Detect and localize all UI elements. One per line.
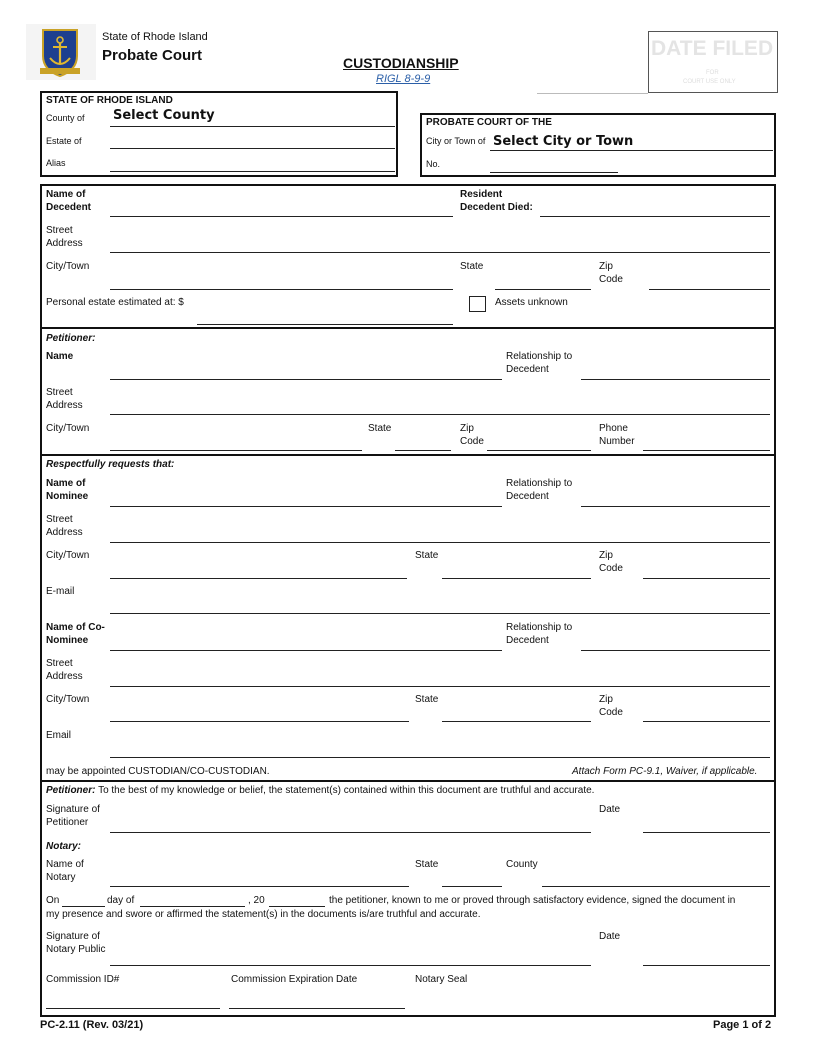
alias-input[interactable] (110, 171, 395, 172)
page-number: Page 1 of 2 (713, 1019, 772, 1031)
notary-name-input[interactable] (110, 886, 409, 887)
nominee-city-label: City/Town (46, 550, 90, 561)
case-no-input[interactable] (490, 172, 618, 173)
estate-estimate-input[interactable] (197, 324, 453, 325)
nominee-city-input[interactable] (110, 578, 407, 579)
assets-unknown-label: Assets unknown (495, 297, 568, 308)
estate-estimate-label: Personal estate estimated at: $ (46, 297, 184, 308)
nominee-email-label: E-mail (46, 586, 75, 597)
petitioner-relationship-label: Relationship to Decedent (506, 351, 573, 375)
conominee-city-input[interactable] (110, 721, 409, 722)
state-seal-logo (26, 24, 96, 80)
attestation-statement: To the best of my knowledge or belief, the statement(s) contained within this document are truthful and accurate. (98, 785, 595, 796)
notary-date-input[interactable] (643, 965, 770, 966)
oath-text-line2: my presence and swore or affirmed the statement(s) in the documents is/are truthful and accurate. (46, 909, 481, 920)
nominee-relationship-label: Relationship to Decedent (506, 478, 573, 502)
case-no-label: No. (426, 159, 441, 169)
conominee-name-label: Name of Co- Nominee (46, 622, 105, 646)
commission-expiration-label: Commission Expiration Date (231, 974, 358, 985)
petitioner-date-label: Date (599, 804, 621, 815)
decedent-zip-label: Zip Code (599, 261, 623, 285)
petitioner-phone-input[interactable] (643, 450, 770, 451)
divider-requests (40, 454, 776, 456)
statute-link[interactable]: RIGL 8-9-9 (376, 73, 431, 85)
oath-text-line1: the petitioner, known to me or proved through satisfactory evidence, signed the document in (329, 895, 736, 906)
notary-heading: Notary: (46, 841, 82, 852)
city-line (490, 150, 773, 151)
decedent-zip-input[interactable] (649, 289, 770, 290)
court-use-note-2: COURT USE ONLY (683, 79, 736, 85)
oath-year-input[interactable] (269, 906, 325, 907)
attach-waiver-note: Attach Form PC-9.1, Waiver, if applicable. (572, 766, 758, 777)
petitioner-name-label: Name (46, 351, 74, 362)
petitioner-street-input[interactable] (110, 414, 770, 415)
form-title: CUSTODIANSHIP (343, 55, 459, 71)
nominee-email-input[interactable] (110, 613, 770, 614)
decedent-street-label: Street Address (46, 225, 83, 249)
conominee-city-label: City/Town (46, 694, 90, 705)
alias-label: Alias (46, 158, 66, 168)
petitioner-name-input[interactable] (110, 379, 502, 380)
notary-county-label: County (506, 859, 538, 870)
divider-petitioner (40, 327, 776, 329)
oath-on-text: On (46, 895, 60, 906)
petitioner-city-input[interactable] (110, 450, 362, 451)
conominee-street-label: Street Address (46, 658, 83, 682)
notary-state-label: State (415, 859, 439, 870)
petitioner-street-label: Street Address (46, 387, 83, 411)
conominee-state-input[interactable] (442, 721, 591, 722)
conominee-street-input[interactable] (110, 686, 770, 687)
estate-label: Estate of (46, 136, 82, 146)
conominee-state-label: State (415, 694, 439, 705)
decedent-city-label: City/Town (46, 261, 90, 272)
petitioner-phone-label: Phone Number (599, 423, 635, 447)
nominee-state-input[interactable] (442, 578, 591, 579)
commission-expiration-input[interactable] (229, 1008, 405, 1009)
header-state: State of Rhode Island (102, 31, 208, 43)
conominee-zip-input[interactable] (643, 721, 770, 722)
resident-died-label: Resident Decedent Died: (460, 189, 533, 213)
attestation-petitioner-heading: Petitioner: (46, 785, 96, 796)
left-box-heading: STATE OF RHODE ISLAND (46, 95, 173, 106)
decedent-state-input[interactable] (495, 289, 591, 290)
notary-date-label: Date (599, 931, 621, 942)
notary-signature-input[interactable] (110, 965, 591, 966)
decedent-name-input[interactable] (110, 216, 453, 217)
decedent-street-input[interactable] (110, 252, 770, 253)
form-number: PC-2.11 (Rev. 03/21) (40, 1019, 144, 1031)
city-of-label: City or Town of (426, 136, 486, 146)
petitioner-signature-label: Signature of Petitioner (46, 804, 100, 828)
nominee-name-input[interactable] (110, 506, 502, 507)
notary-county-input[interactable] (542, 886, 770, 887)
petitioner-statement (46, 784, 594, 797)
nominee-state-label: State (415, 550, 439, 561)
estate-input[interactable] (110, 148, 395, 149)
conominee-zip-label: Zip Code (599, 694, 623, 718)
petitioner-state-input[interactable] (395, 450, 451, 451)
nominee-name-label: Name of Nominee (46, 478, 89, 502)
nominee-relationship-input[interactable] (581, 506, 770, 507)
divider-attestation (40, 780, 776, 782)
oath-day-input[interactable] (62, 906, 105, 907)
notary-state-input[interactable] (442, 886, 502, 887)
oath-month-input[interactable] (140, 906, 245, 907)
city-select[interactable]: Select City or Town (493, 134, 634, 149)
county-select[interactable]: Select County (113, 108, 215, 123)
notary-name-label: Name of Notary (46, 859, 84, 883)
petitioner-zip-label: Zip Code (460, 423, 484, 447)
conominee-name-input[interactable] (110, 650, 502, 651)
conominee-email-input[interactable] (110, 757, 770, 758)
oath-year-text: , 20 (248, 895, 265, 906)
county-label: County of (46, 113, 85, 123)
nominee-street-input[interactable] (110, 542, 770, 543)
petitioner-heading: Petitioner: (46, 333, 96, 344)
conominee-email-label: Email (46, 730, 72, 741)
nominee-zip-label: Zip Code (599, 550, 623, 574)
resident-died-input[interactable] (540, 216, 770, 217)
petitioner-relationship-input[interactable] (581, 379, 770, 380)
nominee-zip-input[interactable] (643, 578, 770, 579)
oath-day-of-text: day of (107, 895, 135, 906)
petitioner-state-label: State (368, 423, 392, 434)
petitioner-signature-input[interactable] (110, 832, 591, 833)
conominee-relationship-label: Relationship to Decedent (506, 622, 573, 646)
assets-unknown-checkbox[interactable] (469, 296, 486, 312)
commission-id-label: Commission ID# (46, 974, 120, 985)
court-use-note: FOR (706, 70, 719, 76)
commission-id-input[interactable] (46, 1008, 220, 1009)
notary-seal-label: Notary Seal (415, 974, 468, 985)
requests-heading: Respectfully requests that: (46, 459, 175, 470)
notary-signature-label: Signature of Notary Public (46, 931, 106, 955)
date-filed-underline (537, 93, 648, 94)
county-line (110, 126, 395, 127)
decedent-state-label: State (460, 261, 484, 272)
decedent-name-label: Name of Decedent (46, 189, 92, 213)
nominee-street-label: Street Address (46, 514, 83, 538)
decedent-city-input[interactable] (110, 289, 453, 290)
petitioner-date-input[interactable] (643, 832, 770, 833)
date-filed-watermark: DATE FILED (651, 37, 774, 60)
conominee-relationship-input[interactable] (581, 650, 770, 651)
petitioner-zip-input[interactable] (487, 450, 591, 451)
appointed-text: may be appointed CUSTODIAN/CO-CUSTODIAN. (46, 766, 270, 777)
petitioner-city-label: City/Town (46, 423, 90, 434)
right-box-heading: PROBATE COURT OF THE (426, 117, 552, 128)
header-court: Probate Court (102, 47, 203, 64)
